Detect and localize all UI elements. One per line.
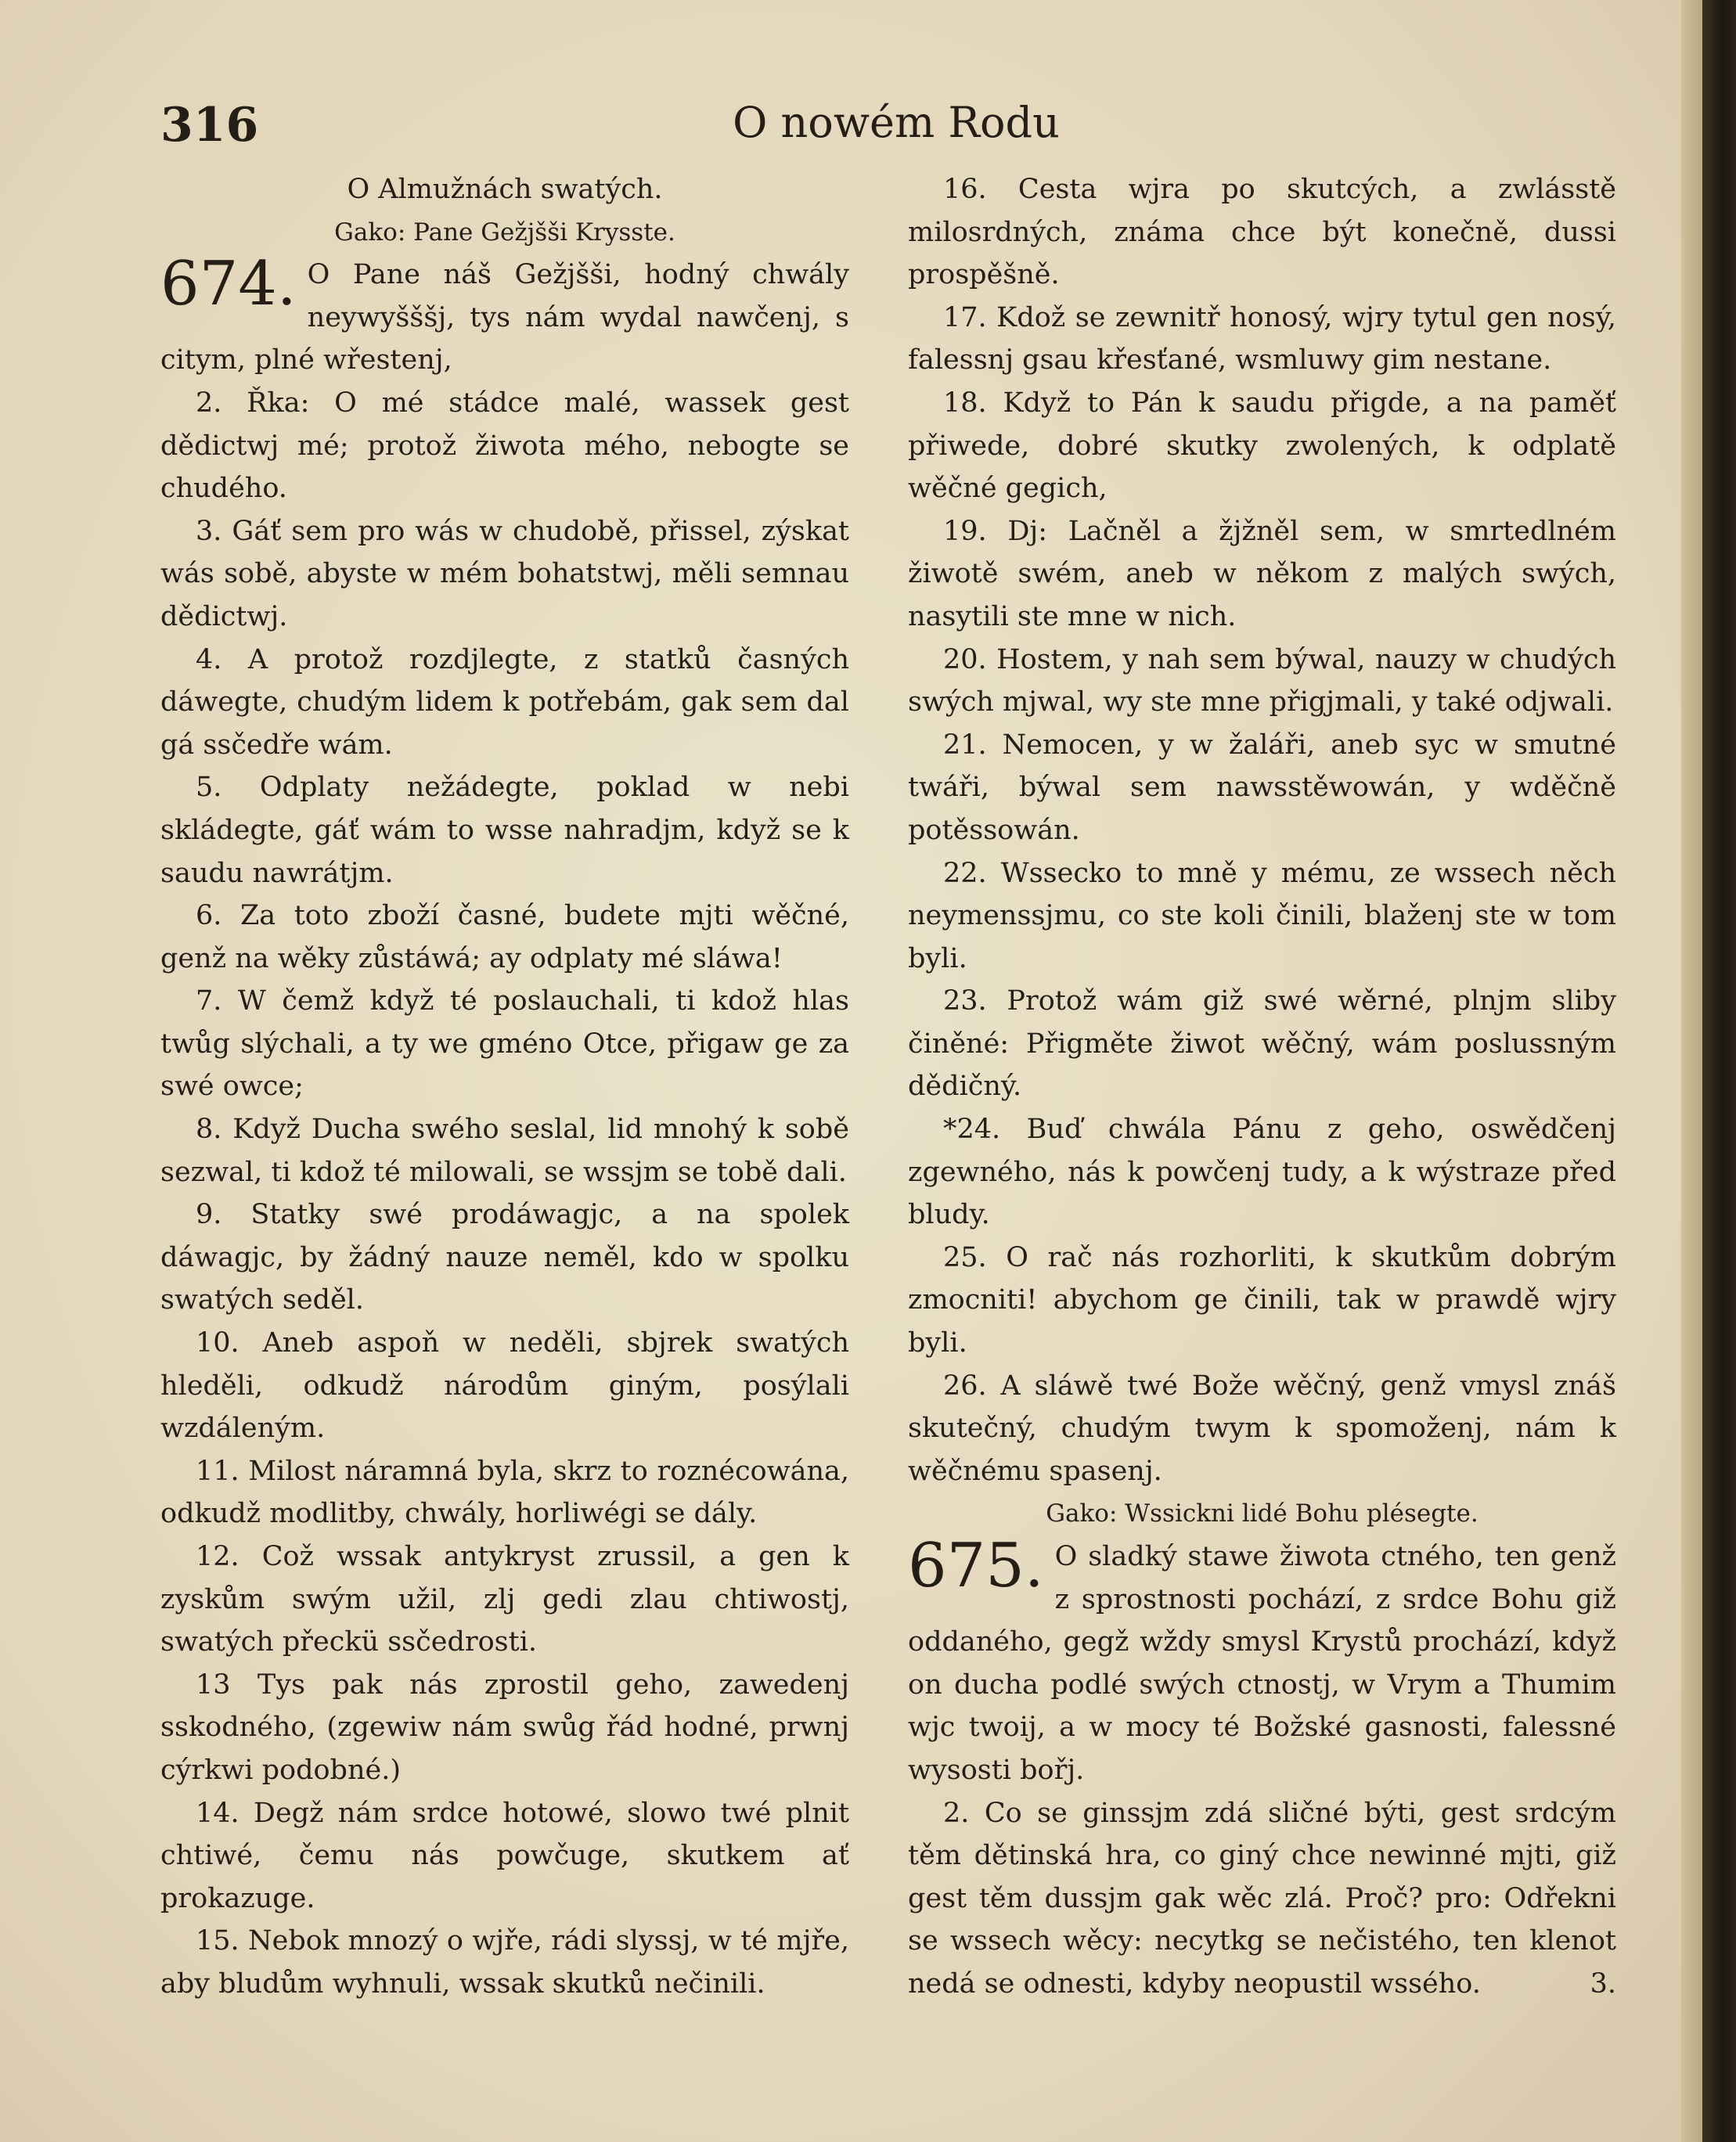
hymn-verse (908, 1792, 1616, 2006)
book-edge (1702, 0, 1736, 2142)
hymn-verse: 7. W čemž když té poslauchali, ti kdož hlas twůg slýchali, a ty we gméno Otce, přigaw ge za swé owce; (160, 985, 849, 1103)
verse-text: O Pane náš Gežjšši, hodný chwály neywyšššj, tys nám wydal nawčenj, s citym, plné wřestenj, (160, 259, 849, 376)
running-title: O nowém Rodu (733, 98, 1060, 147)
verse-text: O sladký stawe žiwota ctného, ten genž z sprostnosti pochází, z srdce Bohu giž oddaného, gegž wždy smysl Krystů prochází, když on ducha podlé swých ctnostj, w Vrym a Thumim wjc twoij, a w mocy té Božské gasnosti, falessné wysosti bořj. (908, 1541, 1616, 1786)
hymn-verse: 17. Kdož se zewnitř honosý, wjry tytul gen nosý, falessnj gsau křesťané, wsmluwy gim nestane. (908, 301, 1616, 376)
hymn-verse: 20. Hostem, y nah sem býwal, nauzy w chudých swých mjwal, wy ste mne přigjmali, y také odjwali. (908, 643, 1616, 718)
hymn-verse: 2. Řka: O mé stádce malé, wassek gest dědictwj mé; protož žiwota mého, nebogte se chudého. (160, 387, 849, 505)
page-number: 316 (160, 98, 259, 153)
hymn-number: 675. (908, 1531, 1044, 1601)
hymn-verse: 23. Protož wám giž swé wěrné, plnjm sliby činěné: Přigměte žiwot wěčný, wám poslussným dědičný. (908, 985, 1616, 1103)
hymn-melody: Gako: Wssickni lidé Bohu plésegte. (1046, 1499, 1478, 1528)
hymn-verse: 18. Když to Pán k saudu přigde, a na paměť přiwede, dobré skutky zwolených, k odplatě wěčné gegich, (908, 387, 1616, 505)
hymn-verse: 22. Wssecko to mně y mému, ze wssech něch neymenssjmu, co ste koli činili, blaženj ste w tom byli. (908, 857, 1616, 974)
hymn-verse: 11. Milost náramná byla, skrz to roznécowána, odkudž modlitby, chwály, horliwégi se dály. (160, 1455, 849, 1530)
hymn-verse: 13 Tys pak nás zprostil geho, zawedenj sskodného, (zgewiw nám swůg řád hodné, prwnj cýrkwi podobné.) (160, 1669, 849, 1786)
hymn-verse (908, 1531, 1616, 1792)
hymn-verse: 4. A protož rozdjlegte, z statků časných dáwegte, chudým lidem k potřebám, gak sem dal gá ssčedře wám. (160, 643, 849, 761)
verse-text: 2. Co se ginssjm zdá sličné býti, gest srdcým těm dětinská hra, co giný chce newinné mjti, giž gest těm dussjm gak wěc zlá. Proč? pro: Odřekni se wssech wěcy: necytkg se nečistého, ten klenot nedá se odnesti, kdyby neopustil wssého. (908, 1797, 1616, 2000)
catchword: 3. (1590, 1967, 1616, 2000)
hymn-verse: 9. Statky swé prodáwagjc, a na spolek dáwagjc, by žádný nauze neměl, kdo w spolku swatých seděl. (160, 1199, 849, 1316)
hymn-verse: 26. A sláwě twé Bože wěčný, genž vmysl znáš skutečný, chudým twym k spomoženj, nám k wěčnému spasenj. (908, 1370, 1616, 1487)
hymn-melody: Gako: Pane Gežjšši Krysste. (334, 218, 675, 247)
hymn-verse: 5. Odplaty nežádegte, poklad w nebi skládegte, gáť wám to wsse nahradjm, když se k saudu nawrátjm. (160, 772, 849, 889)
hymn-verse: 6. Za toto zboží časné, budete mjti wěčné, genž na wěky zůstáwá; ay odplaty mé sláwa! (160, 900, 849, 974)
hymn-verse: *24. Buď chwála Pánu z geho, oswědčenj zgewného, nás k powčenj tudy, a k wýstraze před bludy. (908, 1114, 1616, 1231)
hymn-verse: 25. O rač nás rozhorliti, k skutkům dobrým zmocniti! abychom ge činili, tak w prawdě wjry byli. (908, 1241, 1616, 1359)
hymn-verse: 12. Což wssak antykryst zrussil, a gen k zyskům swým užil, zlj gedi zlau chtiwostj, swatých přeckü ssčedrosti. (160, 1541, 849, 1658)
hymn-number: 674. (160, 249, 297, 320)
hymn-verse: 10. Aneb aspoň w neděli, sbjrek swatých hleděli, odkudž národům giným, posýlali wzdáleným. (160, 1327, 849, 1445)
hymn-verse: 15. Nebok mnozý o wjře, rádi slyssj, w té mjře, aby bludům wyhnuli, wssak skutků nečinili. (160, 1925, 849, 2000)
left-column (160, 168, 849, 2006)
hymn-verse: 3. Gáť sem pro wás w chudobě, přissel, zýskat wás sobě, abyste w mém bohatstwj, měli semnau dědictwj. (160, 515, 849, 632)
right-column (908, 168, 1616, 2006)
hymn-verse: 8. Když Ducha swého seslal, lid mnohý k sobě sezwal, ti kdož té milowali, se wssjm se tobě dali. (160, 1114, 849, 1188)
hymn-verse: 21. Nemocen, y w žaláři, aneb syc w smutné twáři, býwal sem nawsstěwowán, y wděčně potěssowán. (908, 729, 1616, 846)
page-gutter-shadow (1681, 0, 1702, 2142)
hymn-verse (160, 249, 849, 382)
section-title: O Almužnách swatých. (347, 174, 663, 205)
hymn-verse: 16. Cesta wjra po skutcých, a zwlásstě milosrdných, známa chce být konečně, dussi prospěšně. (908, 174, 1616, 291)
hymn-verse: 14. Degž nám srdce hotowé, slowo twé plnit chtiwé, čemu nás powčuge, skutkem ať prokazuge. (160, 1797, 849, 1914)
hymn-verse: 19. Dj: Lačněl a žjžněl sem, w smrtedlném žiwotě swém, aneb w někom z malých swých, nasytili ste mne w nich. (908, 515, 1616, 632)
page-header (160, 98, 1632, 168)
